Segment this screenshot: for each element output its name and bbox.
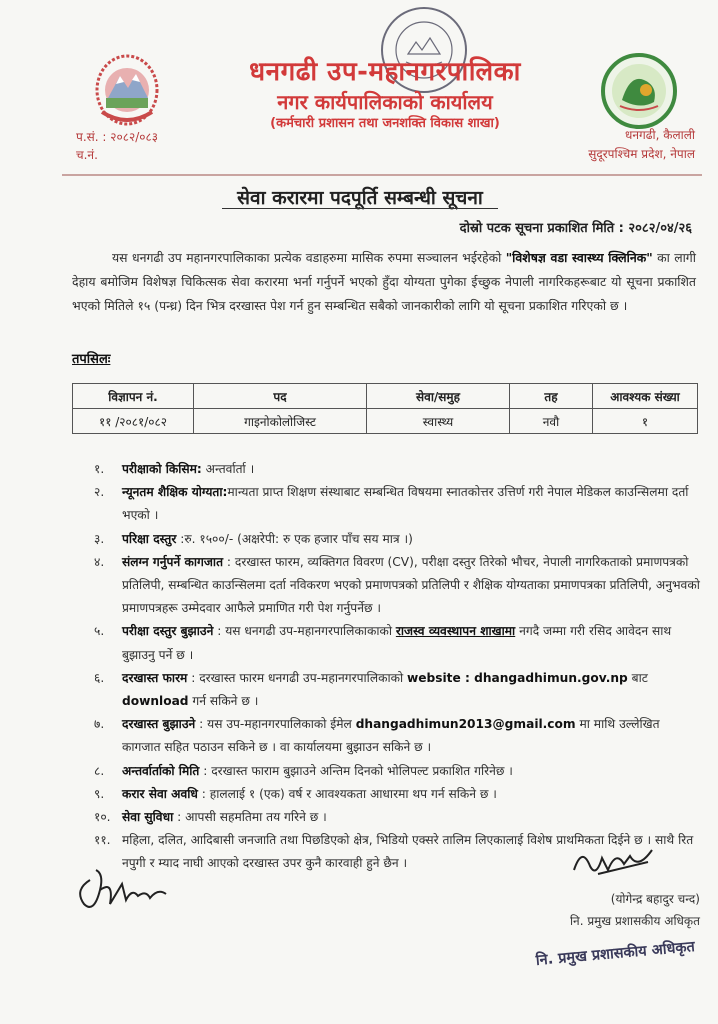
intro-text-1: यस धनगढी उप महानगरपालिकाका प्रत्येक वडाहरुमा मासिक रुपमा सञ्चालन भईरहेको <box>112 250 506 265</box>
list-item <box>94 620 700 666</box>
item-number: ७. <box>94 717 105 732</box>
location-city: धनगढी, कैलाली <box>625 128 695 142</box>
item-label: अन्तर्वार्ताको मिति <box>122 763 200 778</box>
officer-signature <box>568 840 658 882</box>
item-text: मा माथि उल्लेखित कागजात सहित पठाउन सकिने छ । वा कार्यालयमा बुझाउन सकिने छ । <box>122 717 660 755</box>
item-number: ४. <box>94 554 105 569</box>
publish-date: दोस्रो पटक सूचना प्रकाशित मिति : २०८२/०४/२६ <box>459 221 692 236</box>
revenue-branch-text: राजस्व व्यवस्थापन शाखामा <box>395 624 516 639</box>
item-text: : दरखास्त फाराम बुझाउने अन्तिम दिनको भोलिपल्ट प्रकाशित गरिनेछ । <box>199 763 513 778</box>
list-item <box>94 667 700 713</box>
intro-clinic-name: "विशेषज्ञ वडा स्वास्थ्य क्लिनिक" <box>505 250 653 265</box>
col-service-group: सेवा/समुह <box>367 384 510 409</box>
item-number: ३. <box>94 531 105 546</box>
cell-advertisement-no: ११ /२०८१/०८२ <box>73 409 194 434</box>
col-post: पद <box>194 384 367 409</box>
item-label: न्यूनतम शैक्षिक योग्यता: <box>122 485 228 500</box>
item-text: :रु. १५००/- (अक्षरेपी: रु एक हजार पाँच सय मात्र ।) <box>176 531 413 546</box>
col-level: तह <box>510 384 593 409</box>
cell-post: गाइनोकोलोजिस्ट <box>194 409 367 434</box>
initial-signature <box>70 860 180 920</box>
table-row <box>73 409 698 434</box>
conditions-list <box>94 458 700 876</box>
item-label: दरखास्त फारम <box>122 670 188 685</box>
item-label: परीक्षाको किसिम: <box>122 462 202 476</box>
list-item <box>94 760 700 783</box>
item-label: दरखास्त बुझाउने <box>122 717 196 732</box>
dispatch-number: च.नं. <box>76 148 98 162</box>
email-link[interactable]: dhangadhimun2013@gmail.com <box>355 717 576 732</box>
item-number: ९. <box>94 786 105 801</box>
website-link[interactable]: website : dhangadhimun.gov.np <box>407 670 628 685</box>
item-number: ५. <box>94 624 105 639</box>
list-item <box>94 551 700 621</box>
cell-required-number: १ <box>593 409 698 434</box>
cell-level: नवौ <box>510 409 593 434</box>
list-item <box>94 528 700 551</box>
signatory-designation: नि. प्रमुख प्रशासकीय अधिकृत <box>569 914 700 928</box>
table-header-row <box>73 384 698 409</box>
designation-stamp: नि. प्रमुख प्रशासकीय अधिकृत <box>535 939 696 969</box>
item-label: करार सेवा अवधि <box>122 786 198 801</box>
item-label: परिक्षा दस्तुर <box>122 531 177 546</box>
location-province: सुदूरपश्चिम प्रदेश, नेपाल <box>588 147 695 161</box>
item-label: सेवा सुविधा <box>122 810 174 825</box>
item-text: बाट <box>627 670 648 685</box>
item-number: २. <box>94 485 105 500</box>
item-text: : यस धनगढी उप-महानगरपालिकाकाको <box>213 624 396 639</box>
header-divider <box>62 174 702 176</box>
download-text: download <box>122 694 189 709</box>
notice-title: सेवा करारमा पदपूर्ति सम्बन्धी सूचना <box>237 187 483 209</box>
item-number: ६. <box>94 670 105 685</box>
intro-paragraph <box>72 246 696 318</box>
branch-name: (कर्मचारी प्रशासन तथा जनशक्ति विकास शाखा) <box>270 116 500 131</box>
details-heading: तपसिलः <box>72 352 111 367</box>
col-advertisement-no: विज्ञापन नं. <box>73 384 194 409</box>
item-number: १०. <box>94 810 111 825</box>
reference-number: प.सं. : २०८२/०८३ <box>76 130 158 144</box>
item-text: नगदै जम्मा गरी रसिद आवेदन साथ बुझाउनु पर्ने छ । <box>122 624 672 662</box>
municipality-name: धनगढी उप-महानगरपालिका <box>249 57 521 87</box>
item-label: संलग्न गर्नुपर्ने कागजात <box>122 554 224 569</box>
intro-text-2: का लागी देहाय बमोजिम विशेषज्ञ चिकित्सक सेवा करारमा भर्ना गर्नुपर्ने भएको हुँदा योग्यता पुगेका ईच्छुक नेपाली नागरिकहरूबाट यो सूचना प्रकाशित भएको मितिले १५ (पन्ध्र) दिन भित्र दरखास्त पेश गर्न हुन सम्बन्धित सबैको जानकारीको लागि यो सूचना प्रकाशित गरिएको छ । <box>72 250 696 313</box>
list-item <box>94 806 700 829</box>
item-text: अन्तर्वार्ता । <box>201 462 255 476</box>
signatory-name: (योगेन्द्र बहादुर चन्द) <box>610 892 700 906</box>
title-underline <box>222 208 498 209</box>
item-number: ११. <box>94 833 111 848</box>
vacancy-table <box>72 383 698 434</box>
item-text: : दरखास्त फारम, व्यक्तिगत विवरण (CV), परीक्षा दस्तुर तिरेको भौचर, नेपाली नागरिकताको प्रमाणपत्रको प्रतिलिपी, सम्बन्धित काउन्सिलमा दर्ता नविकरण भएको प्रमाणपत्रको प्रतिलिपी र शैक्षिक योग्यताका प्रमाणपत्रका प्रतिलिपी, अनुभवको प्रमाणपत्रहरू उम्मेदवार आफैले प्रमाणित गरी पेश गर्नुपर्नेछ । <box>122 554 700 616</box>
item-number: १. <box>94 462 105 476</box>
list-item <box>94 481 700 527</box>
list-item <box>94 713 700 759</box>
item-text: : हाललाई १ (एक) वर्ष र आवश्यकता आधारमा थप गर्न सकिने छ । <box>197 786 497 801</box>
item-text: : यस उप-महानगरपालिकाको ईमेल <box>195 717 356 732</box>
item-text: महिला, दलित, आदिबासी जनजाति तथा पिछडिएको क्षेत्र, भिडियो एक्सरे तालिम लिएकालाई विशेष प्राथमिकता दिईने छ । साथै रित नपुगी र म्याद नाघी आएको दरखास्त उपर कुनै कारवाही हुने छैन । <box>122 833 694 871</box>
item-text: : दरखास्त फारम धनगढी उप-महानगरपालिकाको <box>187 670 407 685</box>
list-item <box>94 458 700 481</box>
item-label: परीक्षा दस्तुर बुझाउने <box>122 624 214 639</box>
col-required-number: आवश्यक संख्या <box>593 384 698 409</box>
item-number: ८. <box>94 763 105 778</box>
cell-service-group: स्वास्थ्य <box>367 409 510 434</box>
list-item <box>94 783 700 806</box>
office-name: नगर कार्यपालिकाको कार्यालय <box>277 90 493 114</box>
item-text: मान्यता प्राप्त शिक्षण संस्थाबाट सम्बन्धित विषयमा स्नातकोत्तर उत्तिर्ण गरी नेपाल मेडिकल काउन्सिलमा दर्ता भएको । <box>122 485 689 523</box>
item-text: गर्न सकिने छ । <box>188 694 259 709</box>
item-text: : आपसी सहमतिमा तय गरिने छ । <box>173 810 327 825</box>
